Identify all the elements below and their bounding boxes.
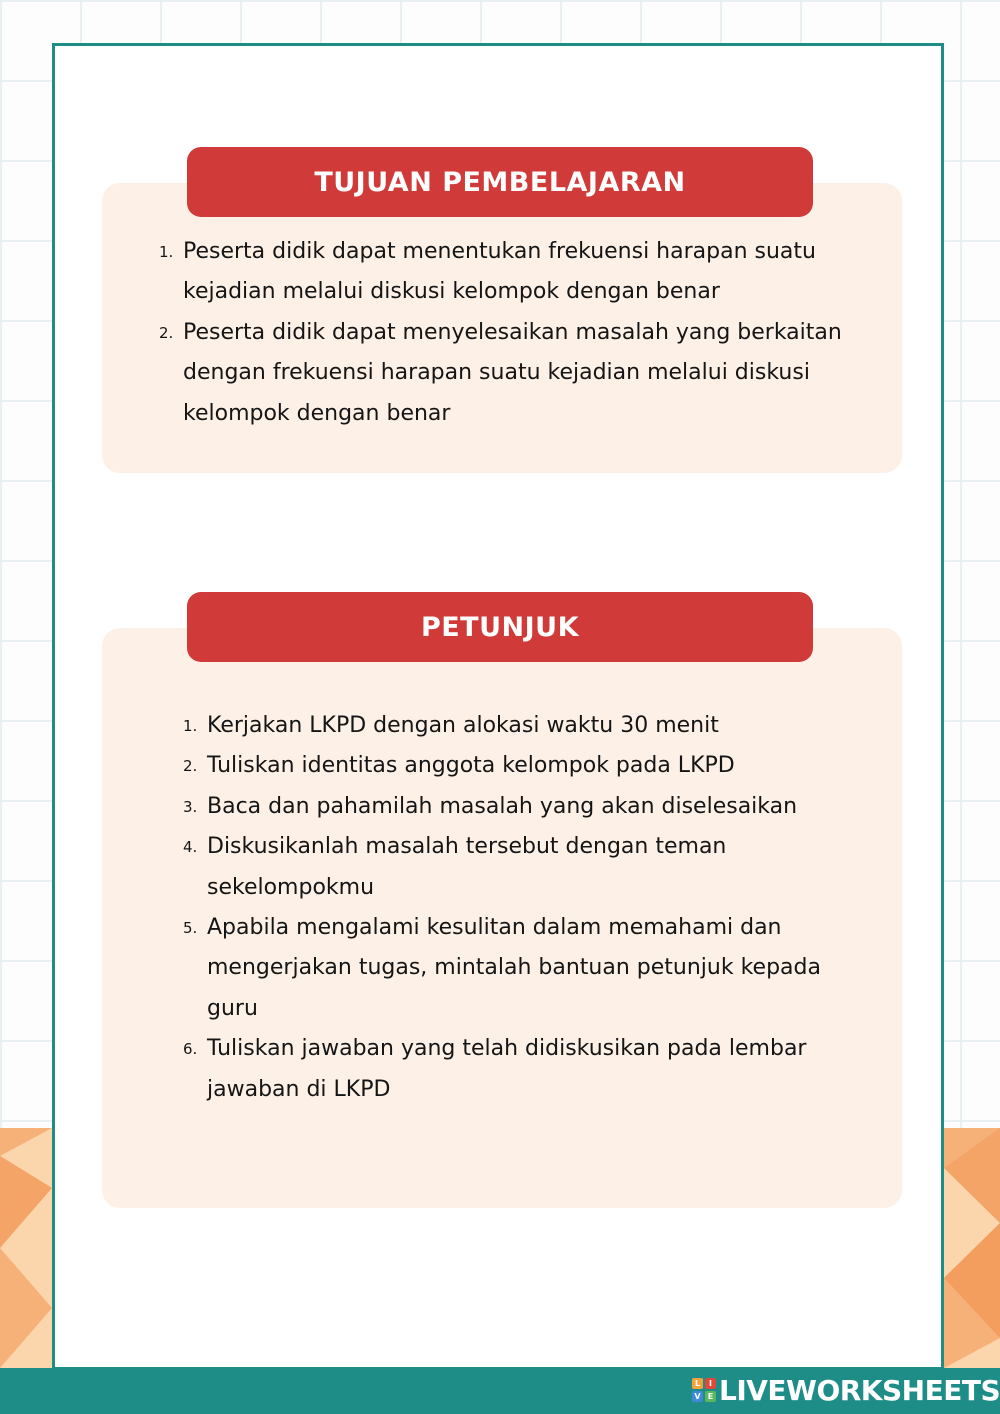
list-item: Baca dan pahamilah masalah yang akan diselesaikan [207, 793, 798, 819]
worksheet-card [52, 43, 944, 1370]
learning-objectives-header: TUJUAN PEMBELAJARAN [187, 147, 813, 217]
list-item: Tuliskan jawaban yang telah didiskusikan pada lembar jawaban di LKPD [207, 1036, 807, 1102]
list-item: Diskusikanlah masalah tersebut dengan teman sekelompokmu [207, 834, 727, 900]
instructions-header: PETUNJUK [187, 592, 813, 662]
liveworksheets-logo[interactable] [692, 1373, 1000, 1407]
list-item: Peserta didik dapat menyelesaikan masalah yang berkaitan dengan frekuensi harapan suatu kejadian melalui diskusi kelompok dengan benar [183, 319, 842, 426]
instructions-list [207, 706, 867, 1110]
decorative-triangles-right [944, 1128, 1000, 1368]
liveworksheets-logo-icon: L I V E [692, 1378, 716, 1402]
learning-objectives-list [183, 232, 883, 434]
decorative-triangles-left [0, 1128, 52, 1368]
list-item: Kerjakan LKPD dengan alokasi waktu 30 menit [207, 713, 719, 738]
list-item: Tuliskan identitas anggota kelompok pada LKPD [207, 753, 735, 779]
logo-text: LIVEWORKSHEETS [719, 1373, 1000, 1407]
list-item: Peserta didik dapat menentukan frekuensi harapan suatu kejadian melalui diskusi kelompok dengan benar [183, 239, 816, 305]
list-item: Apabila mengalami kesulitan dalam memahami dan mengerjakan tugas, mintalah bantuan petunjuk kepada guru [207, 915, 821, 1021]
